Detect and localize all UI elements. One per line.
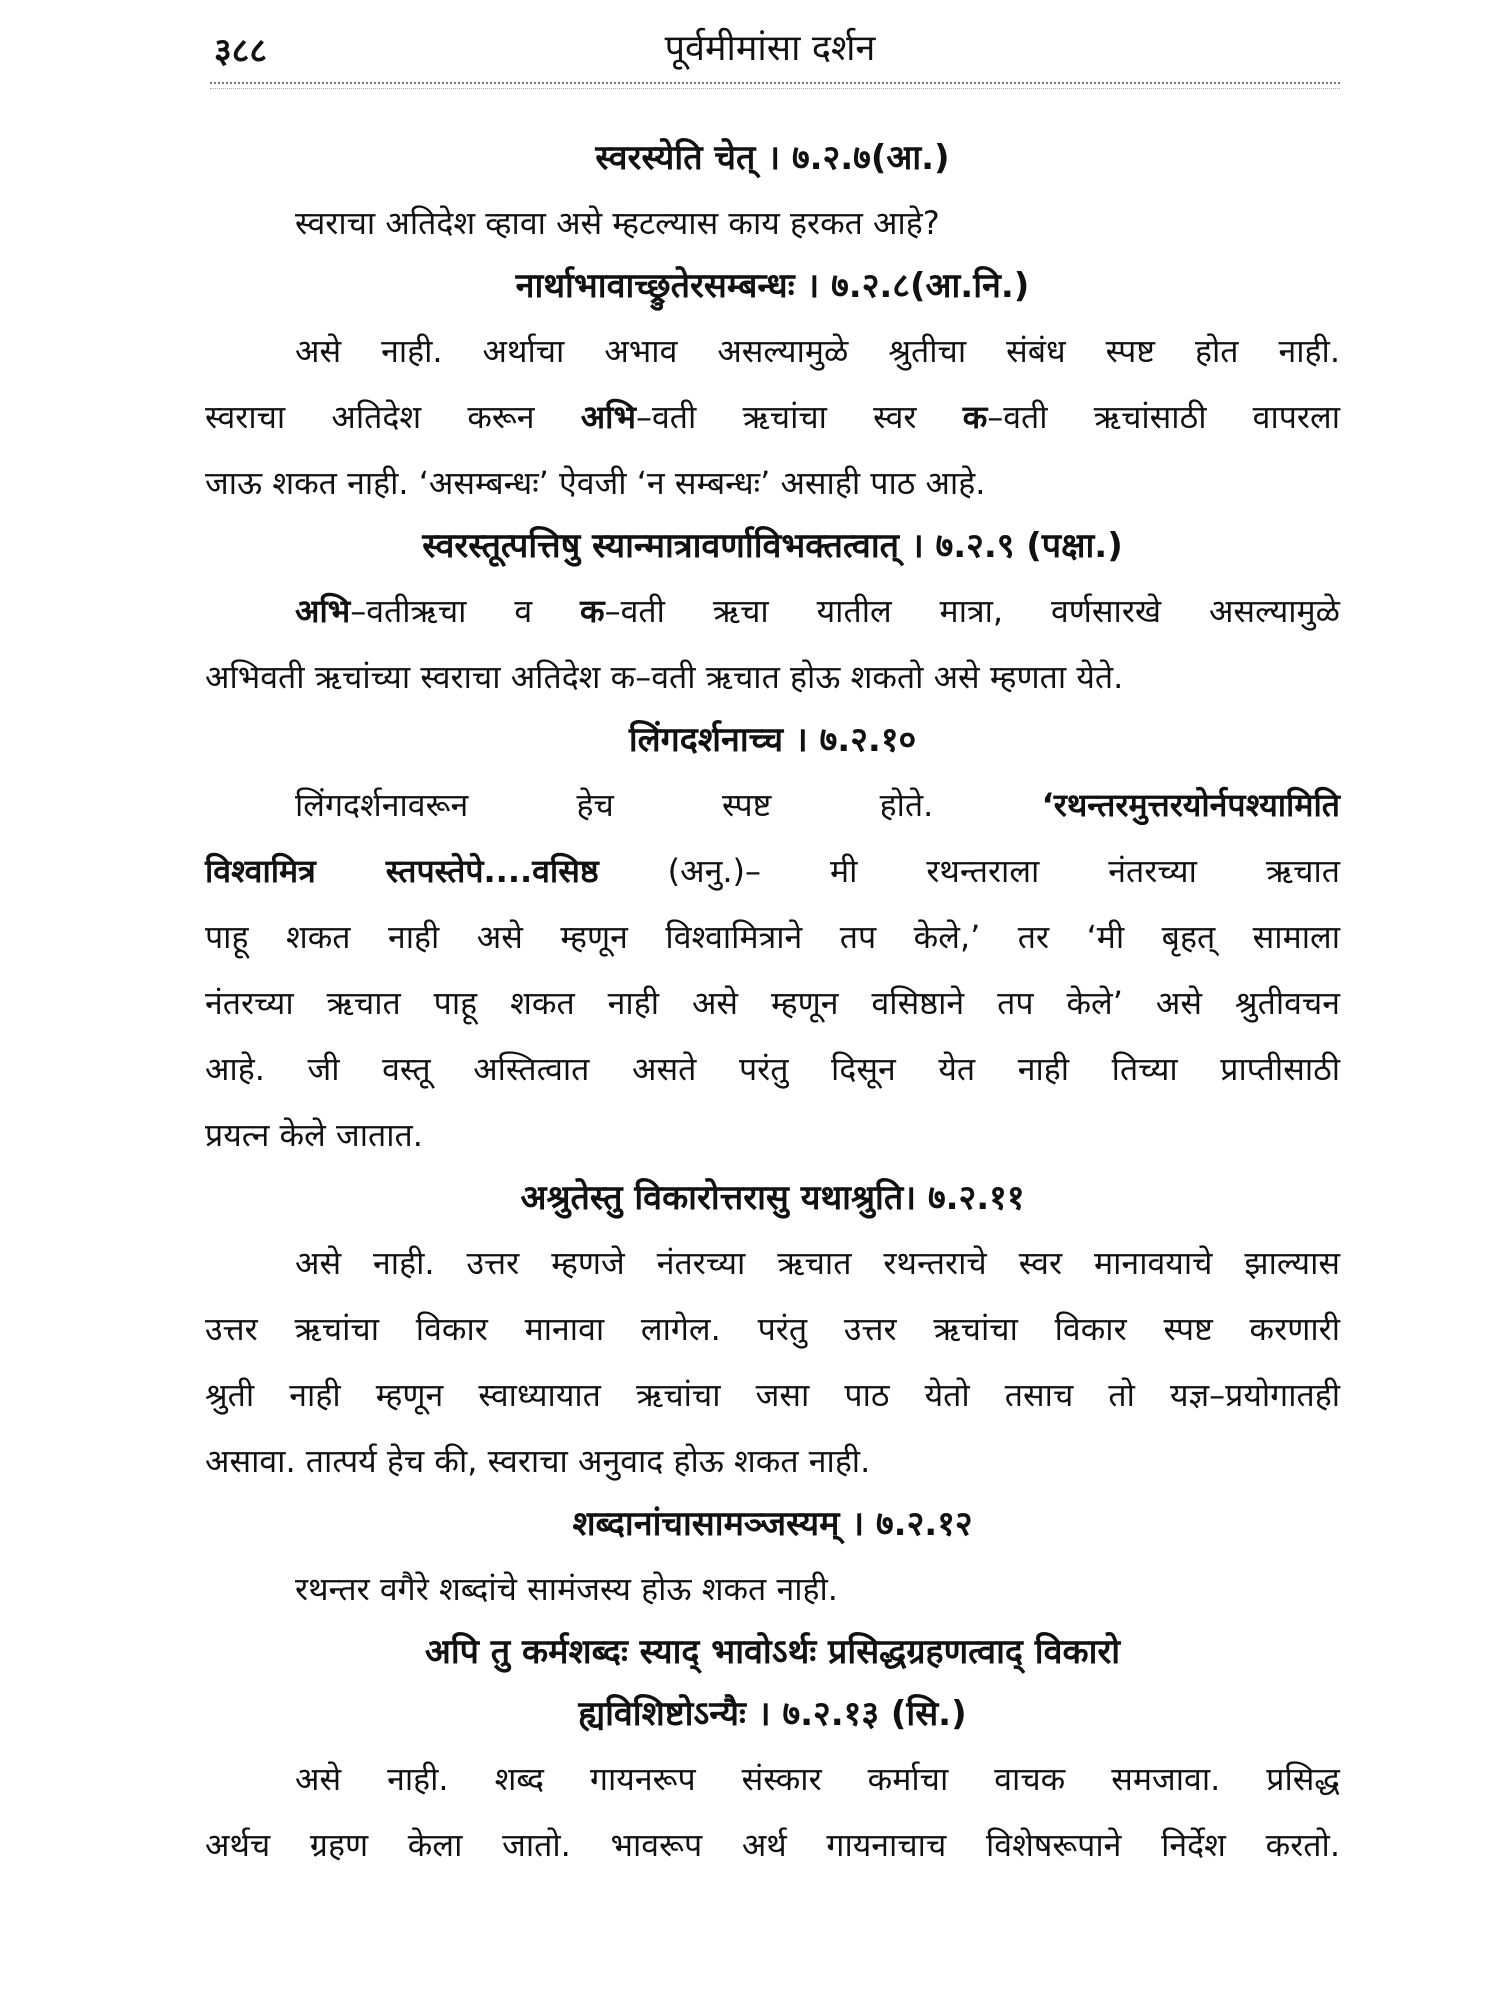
sutra-heading: स्वरस्तूत्पत्तिषु स्यान्मात्रावर्णाविभक्तत्वात् । ७.२.९ (पक्षा.) [422,526,1123,566]
paragraph-line [205,578,1340,644]
paragraph-line [205,384,1340,450]
sutra-heading: लिंगदर्शनाच्च । ७.२.१० [628,720,917,760]
sutra-heading: ह्यविशिष्टोऽन्यैः । ७.२.१३ (सि.) [578,1694,967,1734]
bold-term: अभि [295,592,351,630]
bold-term: क [962,398,988,436]
paragraph-line: असे नाही. शब्द गायनरूप संस्कार कर्माचा वाचक समजावा. प्रसिद्ध [295,1760,1340,1798]
paragraph-line: जाऊ शकत नाही. ‘असम्बन्धः’ ऐवजी ‘न सम्बन्धः’ असाही पाठ आहे. [205,464,986,502]
text-span: (अनु.)– मी रथन्तराला नंतरच्या ऋचात [598,852,1340,890]
paragraph-line: असे नाही. उत्तर म्हणजे नंतरच्या ऋचात रथन्तराचे स्वर मानावयाचे झाल्यास [295,1244,1340,1282]
text-span: –वती ऋचांसाठी वापरला [987,398,1340,436]
bold-term: अभि [580,398,636,436]
sutra-heading: स्वरस्येति चेत् । ७.२.७(आ.) [595,138,950,178]
paragraph-line [205,772,1340,838]
text-span: लिंगदर्शनावरून हेच स्पष्ट होते. [295,786,1042,824]
running-title: पूर्वमीमांसा दर्शन [664,28,876,69]
sutra-heading: अश्रुतेस्तु विकारोत्तरासु यथाश्रुति। ७.२.११ [520,1178,1025,1218]
sutra-heading: नार्थाभावाच्छ्रुतेरसम्बन्धः । ७.२.८(आ.नि.) [515,266,1030,306]
paragraph-line: अर्थच ग्रहण केला जातो. भावरूप अर्थ गायनाचाच विशेषरूपाने निर्देश करतो. [205,1826,1340,1864]
bold-quote: ‘रथन्तरमुत्तरयोर्नपश्यामिति [1041,786,1340,824]
paragraph-line: असे नाही. अर्थाचा अभाव असल्यामुळे श्रुतीचा संबंध स्पष्ट होत नाही. [295,332,1340,370]
page-number: ३८८ [214,31,268,71]
paragraph-line: श्रुती नाही म्हणून स्वाध्यायात ऋचांचा जसा पाठ येतो तसाच तो यज्ञ–प्रयोगातही [205,1376,1340,1414]
paragraph-line: असावा. तात्पर्य हेच की, स्वराचा अनुवाद होऊ शकत नाही. [205,1442,871,1480]
page-body [205,128,1340,1878]
bold-term: क [580,592,605,630]
sutra-heading: अपि तु कर्मशब्दः स्याद् भावोऽर्थः प्रसिद्धग्रहणत्वाद् विकारो [424,1632,1121,1672]
paragraph-line: उत्तर ऋचांचा विकार मानावा लागेल. परंतु उत्तर ऋचांचा विकार स्पष्ट करणारी [205,1310,1340,1348]
paragraph-line: आहे. जी वस्तू अस्तित्वात असते परंतु दिसून येत नाही तिच्या प्राप्तीसाठी [205,1050,1340,1088]
paragraph-line: स्वराचा अतिदेश व्हावा असे म्हटल्यास काय हरकत आहे? [295,204,940,242]
paragraph-line: रथन्तर वगैरे शब्दांचे सामंजस्य होऊ शकत नाही. [295,1570,838,1608]
paragraph-line: पाहू शकत नाही असे म्हणून विश्वामित्राने तप केले,’ तर ‘मी बृहत् सामाला [205,918,1340,956]
text-span: स्वराचा अतिदेश करून [205,398,581,436]
paragraph-line: अभिवती ऋचांच्या स्वराचा अतिदेश क–वती ऋचात होऊ शकतो असे म्हणता येते. [205,658,1124,696]
text-span: –वती ऋचा यातील मात्रा, वर्णसारखे असल्यामुळे [604,592,1340,630]
sutra-heading: शब्दानांचासामञ्जस्यम् । ७.२.१२ [572,1504,973,1544]
paragraph-line: प्रयत्न केले जातात. [205,1116,423,1154]
bold-quote: विश्वामित्र स्तपस्तेपे....वसिष्ठ [205,852,599,890]
paragraph-line [205,838,1340,904]
text-span: –वतीऋचा व [350,592,581,630]
header-divider [210,82,1340,89]
text-span: –वती ऋचांचा स्वर [635,398,963,436]
page-header [200,18,1340,80]
paragraph-line: नंतरच्या ऋचात पाहू शकत नाही असे म्हणून वसिष्ठाने तप केले’ असे श्रुतीवचन [205,984,1340,1022]
